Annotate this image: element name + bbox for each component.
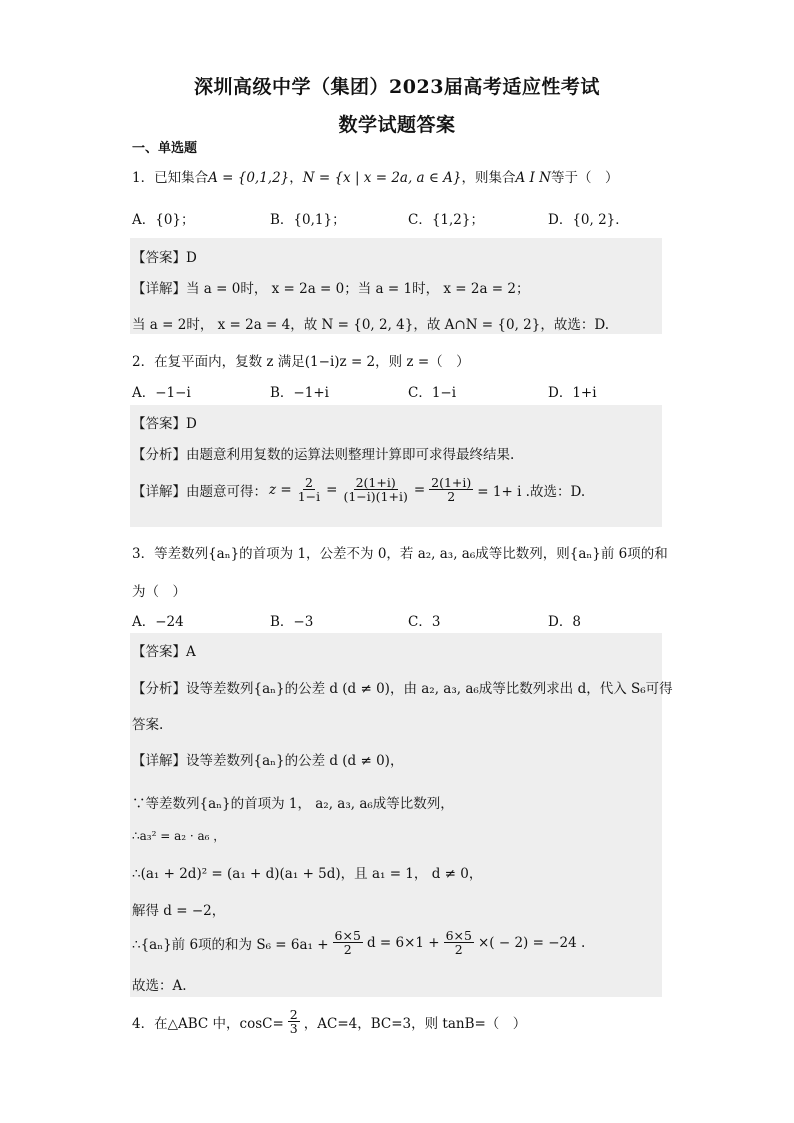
q1-text-g: 等于（ ）: [550, 170, 619, 186]
q3-option-c: C．3: [408, 614, 441, 630]
document-title: 深圳高级中学（集团）2023届高考适应性考试: [194, 76, 600, 98]
q2-option-d: D．1+i: [548, 385, 597, 401]
q3-detail-5: 解得 d = −2，: [132, 903, 226, 919]
q4-tail: ，AC=4，BC=3，则 tanB=（ ）: [303, 1015, 527, 1032]
q3-analysis-1: 【分析】设等差数列{aₙ}的公差 d (d ≠ 0)，由 a₂, a₃, a₆成等比数列求出 d，代入 S₆可得: [132, 681, 673, 697]
q2-fraction-3: [429, 476, 473, 503]
q1-option-d: D．{0, 2}．: [548, 212, 629, 228]
q3-d6-lead: ∴{aₙ}前 6项的和为 S₆ = 6a₁ +: [132, 936, 329, 953]
q4-fraction: [288, 1008, 300, 1035]
q1-option-c: C．{1,2}；: [408, 212, 484, 228]
q2-option-b: B．−1+i: [270, 385, 329, 401]
question-1-stem: [132, 166, 618, 186]
q1-detail-1: 【详解】当 a = 0时， x = 2a = 0；当 a = 1时， x = 2a = 2；: [132, 281, 530, 297]
q2-f1-den: 1−i: [297, 489, 321, 505]
q3-d6-f1-den: 2: [343, 942, 352, 958]
q2-detail-lead: 【详解】由题意可得：: [132, 483, 267, 500]
q3-answer: 【答案】A: [132, 644, 196, 660]
q3-detail-4: ∴(a₁ + 2d)² = (a₁ + d)(a₁ + 5d)，且 a₁ = 1， d ≠ 0，: [132, 866, 483, 882]
q2-detail: [132, 476, 585, 503]
q4-f-num: 2: [289, 1007, 298, 1022]
q4-lead: 4．在△ABC 中，cosC=: [132, 1015, 284, 1032]
q3-d6-f2-den: 2: [454, 942, 463, 958]
question-3-stem-2: 为（ ）: [132, 584, 186, 600]
q3-d6-mid: d = 6×1 +: [366, 934, 440, 951]
q2-f3-den: 2: [447, 489, 456, 505]
q3-detail-1: 【详解】设等差数列{aₙ}的公差 d (d ≠ 0)，: [132, 753, 404, 769]
q1-option-a: A．{0}；: [132, 212, 195, 228]
q3-d6-fraction-2: [444, 929, 474, 956]
q2-f2-num: 2(1+i): [355, 475, 396, 490]
q3-option-d: D．8: [548, 614, 581, 630]
q2-analysis: 【分析】由题意利用复数的运算法则整理计算即可求得最终结果.: [132, 447, 515, 463]
q2-fraction-1: [296, 476, 322, 503]
q1-answer: 【答案】D: [132, 250, 197, 266]
q3-analysis-2: 答案.: [132, 717, 164, 733]
q4-f-den: 3: [289, 1021, 298, 1037]
q1-option-b: B．{0,1}；: [270, 212, 346, 228]
q1-set-n: N = {x | x = 2a, a ∈ A}: [302, 170, 462, 186]
question-3-stem-1: 3．等差数列{aₙ}的首项为 1，公差不为 0，若 a₂, a₃, a₆成等比数列，则{aₙ}前 6项的和: [132, 546, 668, 562]
q3-option-b: B．−3: [270, 614, 314, 630]
q2-f1-num: 2: [304, 475, 313, 490]
q3-d6-f2-num: 6×5: [445, 928, 472, 943]
q3-detail-2: ∵等差数列{aₙ}的首项为 1， a₂, a₃, a₆成等比数列，: [132, 796, 454, 812]
q2-answer-block: [130, 405, 662, 527]
q3-detail-6: [132, 929, 585, 956]
q3-d6-tail: ×( − 2) = −24 .: [477, 934, 586, 951]
q1-intersection: A I N: [515, 170, 551, 186]
q1-set-a: A = {0,1,2}: [208, 170, 290, 186]
q2-z-eq: z =: [269, 481, 292, 498]
q1-detail-2: 当 a = 2时， x = 2a = 4，故 N = {0, 2, 4}，故 A∩N = {0, 2}，故选：D.: [132, 317, 609, 333]
q3-option-a: A．−24: [132, 614, 184, 630]
q3-d6-f1-num: 6×5: [334, 928, 361, 943]
q2-option-a: A．−1−i: [132, 385, 191, 401]
q2-f2-den: (1−i)(1+i): [343, 489, 408, 505]
q3-d6-fraction-1: [333, 929, 363, 956]
q1-text-e: ，则集合: [461, 170, 516, 186]
document-subtitle: 数学试题答案: [338, 114, 456, 136]
q2-eq1: =: [326, 481, 338, 498]
q2-fraction-2: [341, 476, 409, 503]
q2-f3-num: 2(1+i): [431, 475, 472, 490]
question-2-stem: 2．在复平面内，复数 z 满足(1−i)z = 2，则 z =（ ）: [132, 354, 470, 370]
q2-answer: 【答案】D: [132, 416, 197, 432]
question-4-stem: [132, 1008, 526, 1035]
q1-text-a: 1．已知集合: [132, 170, 209, 186]
q2-option-c: C．1−i: [408, 385, 457, 401]
q1-text-c: ，: [289, 170, 303, 186]
q3-detail-7: 故选：A.: [132, 978, 187, 994]
q2-eq2: =: [413, 481, 426, 498]
q2-tail: = 1+ i .故选：D.: [477, 483, 586, 500]
q3-detail-3: ∴a₃² = a₂ · a₆ ，: [132, 829, 226, 843]
section-heading: 一、单选题: [132, 141, 198, 156]
